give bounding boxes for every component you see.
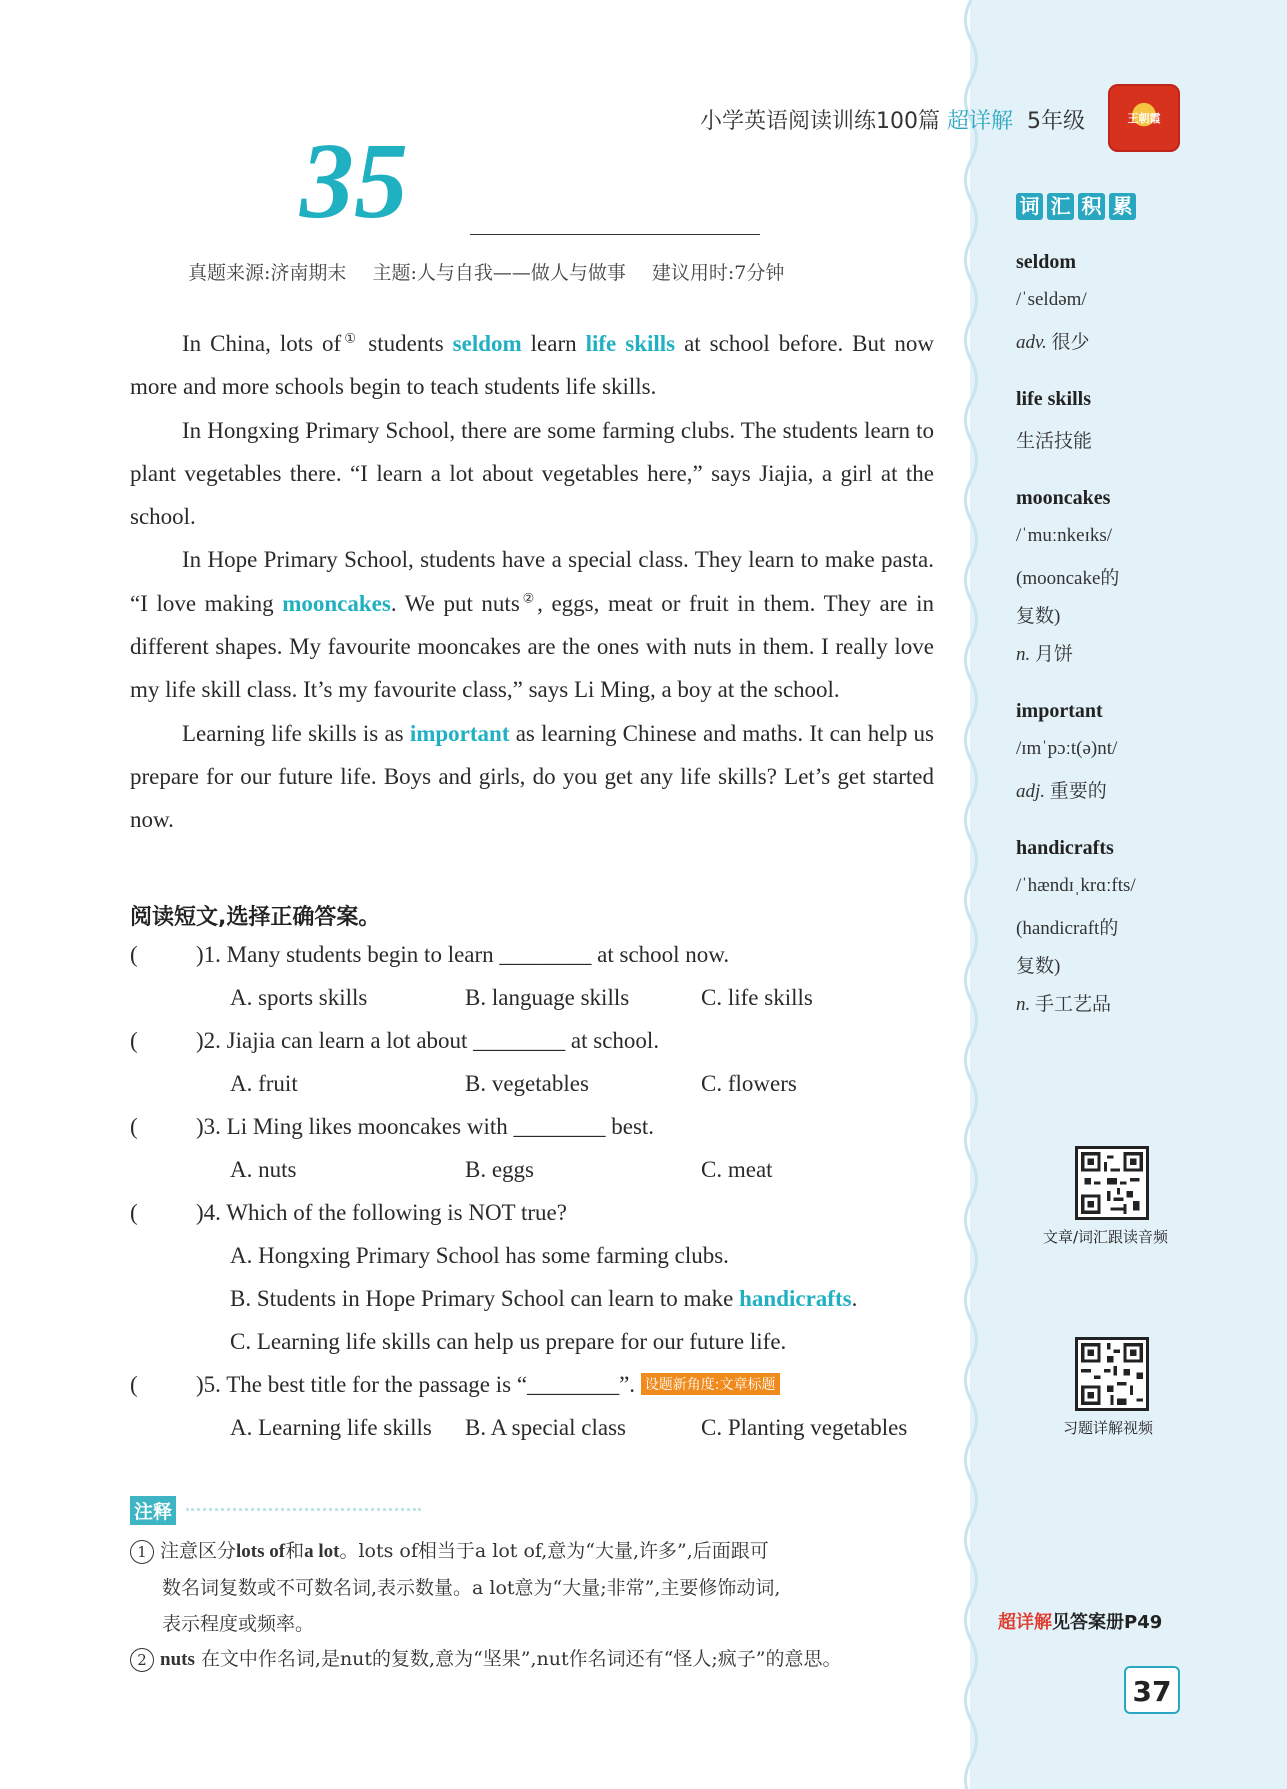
answer-paren[interactable]: (: [130, 1028, 138, 1053]
vocab-phonetic: /ˈmuːnkeɪks/: [1016, 525, 1113, 546]
note-number-1: 1: [130, 1540, 154, 1564]
vocab-note: (mooncake的: [1016, 568, 1120, 589]
option-2c[interactable]: C. flowers: [701, 1071, 797, 1096]
vocab-phonetic: /ˈseldəm/: [1016, 289, 1087, 310]
question-4: )4. Which of the following is NOT true?: [196, 1200, 567, 1225]
option-1c[interactable]: C. life skills: [701, 985, 813, 1010]
option-5b[interactable]: B. A special class: [465, 1415, 626, 1440]
option-2a[interactable]: A. fruit: [230, 1071, 298, 1096]
keyword-important: important: [409, 720, 510, 746]
keyword-seldom: seldom: [452, 331, 522, 356]
notes-divider: [186, 1508, 421, 1511]
grade-label: 5年级: [1027, 109, 1086, 134]
vocab-word: handicrafts: [1016, 837, 1114, 859]
audio-qr-caption: 文章/词汇跟读音频: [1043, 1228, 1169, 1246]
note-number-2: 2: [130, 1648, 154, 1672]
vocab-meaning: n. 手工艺品: [1016, 994, 1112, 1015]
qr-code-icon: [1078, 1149, 1146, 1217]
vocab-phonetic: /ɪmˈpɔːt(ə)nt/: [1016, 738, 1118, 759]
unit-meta: [188, 258, 784, 285]
vocab-word: seldom: [1016, 251, 1076, 273]
vocab-word: life skills: [1016, 388, 1092, 410]
vocab-meaning: adj. 重要的: [1016, 781, 1107, 802]
paragraph-3: In Hope Primary School, students have a special class. They learn to make pasta. “I love making mooncakes. We put nuts②, eggs, meat or fruit in them. They are in different shapes. My favourite mooncakes are the ones with nuts in them. I really love my life skill class. It’s my favourite class,” says Li Ming, a boy at the school.: [130, 547, 934, 703]
question-5: )5. The best title for the passage is “________”. 设题新角度:文章标题: [196, 1372, 780, 1398]
new-angle-tag: 设题新角度:文章标题: [641, 1373, 780, 1395]
answer-paren[interactable]: (: [130, 1114, 138, 1139]
audio-qr-code[interactable]: [1075, 1146, 1149, 1220]
keyword-handicrafts: handicrafts: [739, 1286, 852, 1311]
answer-reference: 超详解见答案册P49: [998, 1612, 1163, 1633]
logo-text: 王朝霞: [1127, 112, 1161, 125]
option-4b[interactable]: B. Students in Hope Primary School can learn to make handicrafts.: [230, 1286, 858, 1311]
source-label: 真题来源:济南期末: [188, 262, 347, 284]
option-4c[interactable]: C. Learning life skills can help us prepare for our future life.: [230, 1329, 787, 1354]
vocab-title: 词 汇 积 累: [1016, 193, 1140, 220]
vocab-note: 复数): [1016, 606, 1061, 627]
book-header: [700, 104, 1085, 135]
paragraph-4: Learning life skills is as important as learning Chinese and maths. It can help us prepare for our future life. Boys and girls, do you get any life skills? Let’s get started now.: [130, 720, 934, 833]
note-ref-2: ②: [519, 590, 538, 606]
keyword-life-skills: life skills: [585, 331, 676, 356]
title-blank-line: [470, 233, 760, 235]
question-3: )3. Li Ming likes mooncakes with ________ best.: [196, 1114, 655, 1139]
note-1: 1 注意区分lots of和a lot。lots of相当于a lot of,意为“大量,许多”,后面跟可 数名词复数或不可数名词,表示数量。a lot意为“大量;非常”,主要修饰动词, 表示程度或频率。: [130, 1533, 940, 1642]
exercise-instruction: 阅读短文,选择正确答案。: [130, 905, 381, 930]
book-edition: 超详解: [947, 109, 1014, 134]
video-qr-caption: 习题详解视频: [1063, 1419, 1154, 1437]
option-3b[interactable]: B. eggs: [465, 1157, 534, 1182]
vocab-meaning: adv. 很少: [1016, 332, 1090, 353]
paragraph-2: In Hongxing Primary School, there are some farming clubs. The students learn to plant vegetables there. “I learn a lot about vegetables here,” says Jiajia, a girl at the school.: [130, 417, 934, 530]
book-title: 小学英语阅读训练100篇: [700, 109, 940, 134]
wavy-border: [958, 0, 984, 1789]
question-2: )2. Jiajia can learn a lot about ________ at school.: [196, 1028, 660, 1053]
option-5c[interactable]: C. Planting vegetables: [701, 1415, 908, 1440]
vocab-note: 复数): [1016, 956, 1061, 977]
option-1a[interactable]: A. sports skills: [230, 985, 368, 1010]
vocab-phonetic: /ˈhændɪˌkrɑːfts/: [1016, 875, 1136, 896]
page-number: 37: [1124, 1666, 1180, 1714]
vocab-word: mooncakes: [1016, 487, 1111, 509]
question-1: )1. Many students begin to learn ________ at school now.: [196, 942, 730, 967]
option-3a[interactable]: A. nuts: [230, 1157, 297, 1182]
answer-paren[interactable]: (: [130, 1200, 138, 1225]
theme-label: 主题:人与自我——做人与做事: [372, 262, 626, 284]
option-4a[interactable]: A. Hongxing Primary School has some farming clubs.: [230, 1243, 729, 1268]
unit-number: 35: [300, 122, 408, 241]
video-qr-code[interactable]: [1075, 1337, 1149, 1411]
vocab-word: important: [1016, 700, 1103, 722]
qr-code-icon: [1078, 1340, 1146, 1408]
keyword-mooncakes: mooncakes: [282, 590, 391, 616]
publisher-logo: [1108, 84, 1180, 152]
notes-title: 注释: [130, 1496, 176, 1525]
option-5a[interactable]: A. Learning life skills: [230, 1415, 432, 1440]
option-2b[interactable]: B. vegetables: [465, 1071, 589, 1096]
answer-paren[interactable]: (: [130, 1372, 138, 1397]
option-3c[interactable]: C. meat: [701, 1157, 773, 1182]
vocab-meaning: n. 月饼: [1016, 644, 1074, 665]
vocab-meaning: 生活技能: [1016, 431, 1093, 452]
option-1b[interactable]: B. language skills: [465, 985, 630, 1010]
note-2: 2 nuts 在文中作名词,是nut的复数,意为“坚果”,nut作名词还有“怪人;疯子”的意思。: [130, 1641, 940, 1678]
reading-passage: [130, 322, 934, 842]
time-label: 建议用时:7分钟: [651, 262, 785, 284]
paragraph-1: In China, lots of① students seldom learn life skills at school before. But now more and more schools begin to teach students life skills.: [130, 330, 934, 400]
vocab-note: (handicraft的: [1016, 918, 1119, 939]
answer-paren[interactable]: (: [130, 942, 138, 967]
note-ref-1: ①: [341, 330, 360, 346]
